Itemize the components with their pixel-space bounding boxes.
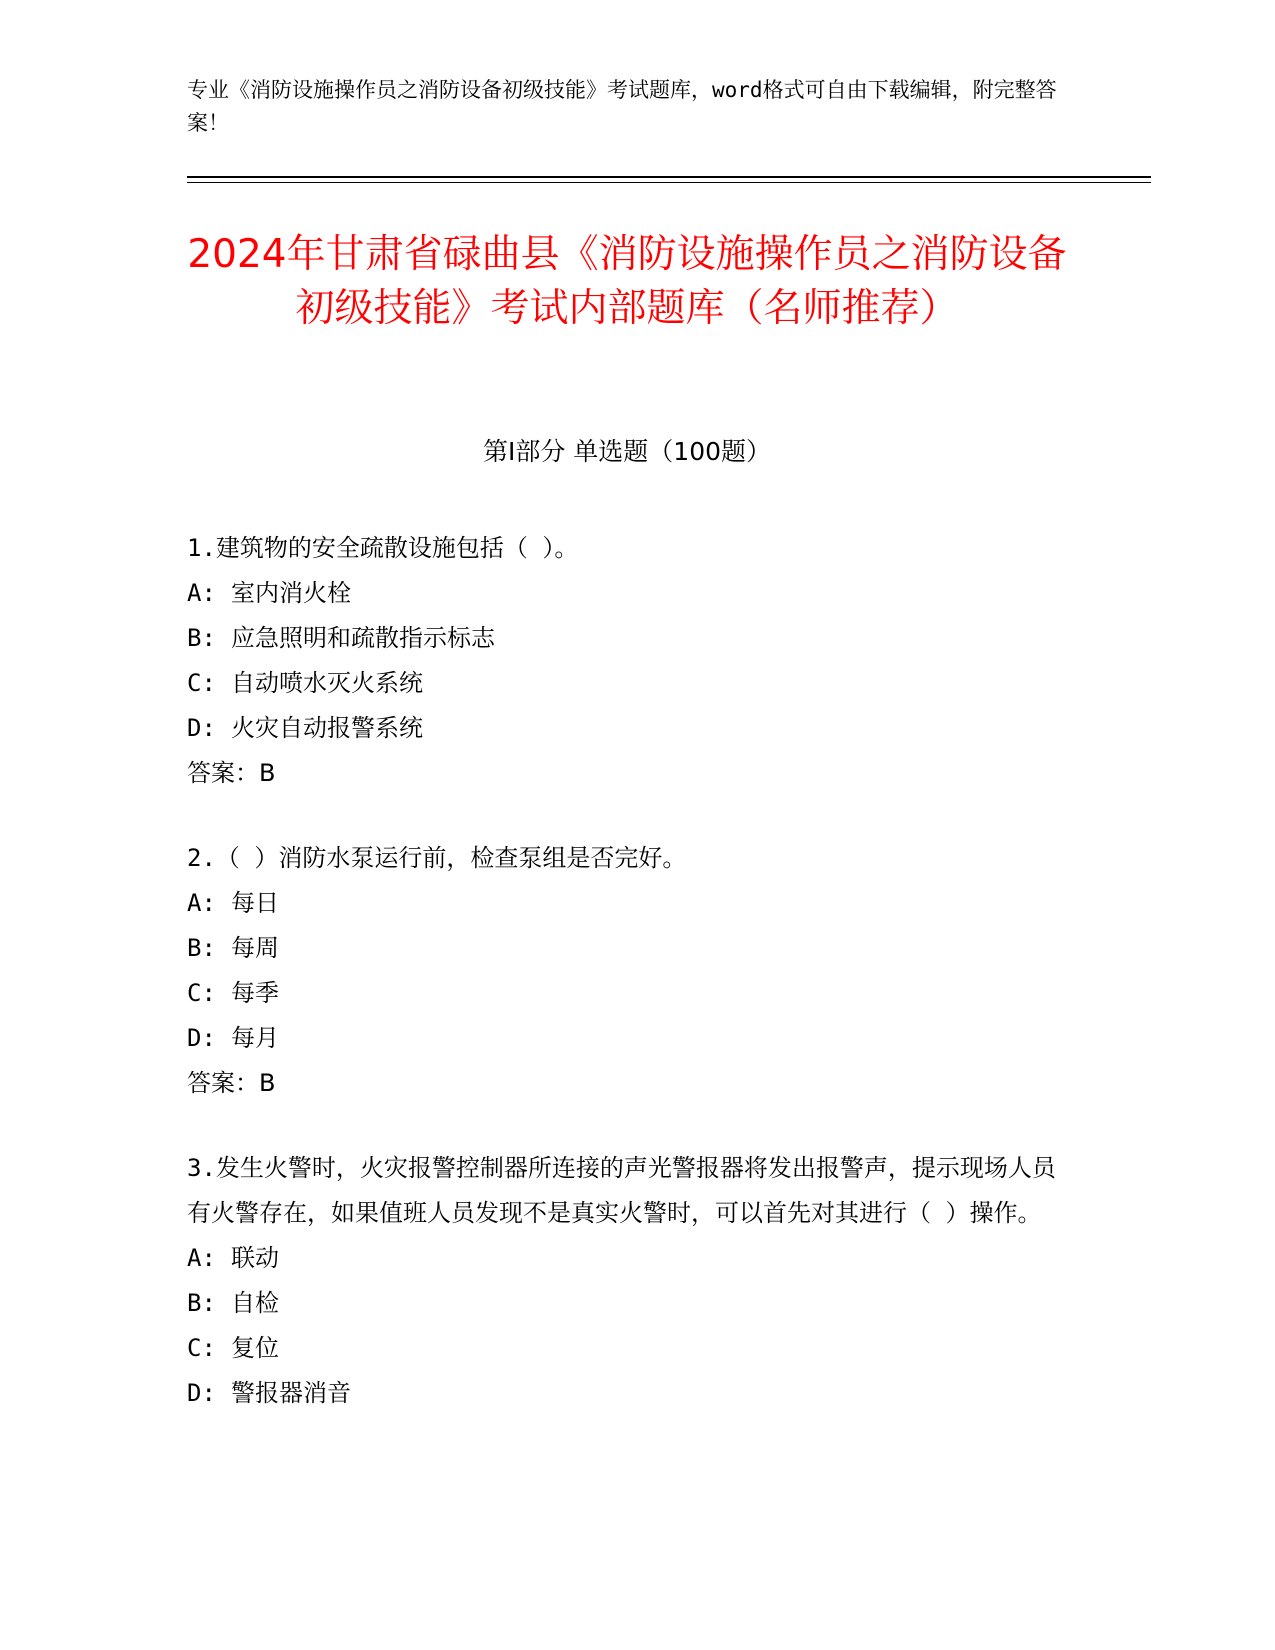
answer-line: 答案：B xyxy=(187,759,276,787)
option-a xyxy=(187,571,1067,616)
option-label: C: xyxy=(187,669,216,697)
option-text: 每日 xyxy=(231,889,279,917)
option-a xyxy=(187,881,1067,926)
option-b xyxy=(187,1281,1067,1326)
option-c xyxy=(187,661,1067,706)
option-d xyxy=(187,706,1067,751)
option-label: D: xyxy=(187,1379,216,1407)
option-label: A: xyxy=(187,1244,216,1272)
answer-line: 答案：B xyxy=(187,1069,276,1097)
option-text: 火灾自动报警系统 xyxy=(231,714,423,742)
option-text: 每周 xyxy=(231,934,279,962)
option-label: B: xyxy=(187,624,216,652)
option-text: 每季 xyxy=(231,979,279,1007)
option-text: 每月 xyxy=(231,1024,279,1052)
option-text: 自动喷水灭火系统 xyxy=(231,669,423,697)
question-stem: 1.建筑物的安全疏散设施包括（ ）。 xyxy=(187,534,579,562)
question-1 xyxy=(187,526,1067,796)
option-c xyxy=(187,1326,1067,1371)
question-stem: 3.发生火警时，火灾报警控制器所连接的声光警报器将发出报警声，提示现场人员有火警存在，如果值班人员发现不是真实火警时，可以首先对其进行（ ）操作。 xyxy=(187,1154,1056,1227)
option-text: 警报器消音 xyxy=(231,1379,351,1407)
header-note: 专业《消防设施操作员之消防设备初级技能》考试题库，word格式可自由下载编辑，附完整答案！ xyxy=(187,78,1057,135)
header-divider-thick xyxy=(187,176,1151,178)
option-text: 联动 xyxy=(231,1244,279,1272)
option-label: A: xyxy=(187,579,216,607)
question-list xyxy=(187,526,1067,1456)
question-2 xyxy=(187,836,1067,1106)
option-label: B: xyxy=(187,1289,216,1317)
option-d xyxy=(187,1016,1067,1061)
question-3 xyxy=(187,1146,1067,1416)
question-stem: 2.（ ）消防水泵运行前，检查泵组是否完好。 xyxy=(187,844,687,872)
option-b xyxy=(187,926,1067,971)
option-label: C: xyxy=(187,979,216,1007)
header-divider-thin xyxy=(187,182,1151,183)
option-text: 应急照明和疏散指示标志 xyxy=(231,624,495,652)
section-heading: 第I部分 单选题（100题） xyxy=(482,437,772,466)
option-text: 自检 xyxy=(231,1289,279,1317)
option-label: D: xyxy=(187,1024,216,1052)
option-c xyxy=(187,971,1067,1016)
option-d xyxy=(187,1371,1067,1416)
option-text: 复位 xyxy=(231,1334,279,1362)
option-b xyxy=(187,616,1067,661)
option-a xyxy=(187,1236,1067,1281)
option-label: B: xyxy=(187,934,216,962)
document-title: 2024年甘肃省碌曲县《消防设施操作员之消防设备初级技能》考试内部题库（名师推荐） xyxy=(187,232,1067,331)
option-text: 室内消火栓 xyxy=(231,579,351,607)
option-label: C: xyxy=(187,1334,216,1362)
option-label: A: xyxy=(187,889,216,917)
option-label: D: xyxy=(187,714,216,742)
